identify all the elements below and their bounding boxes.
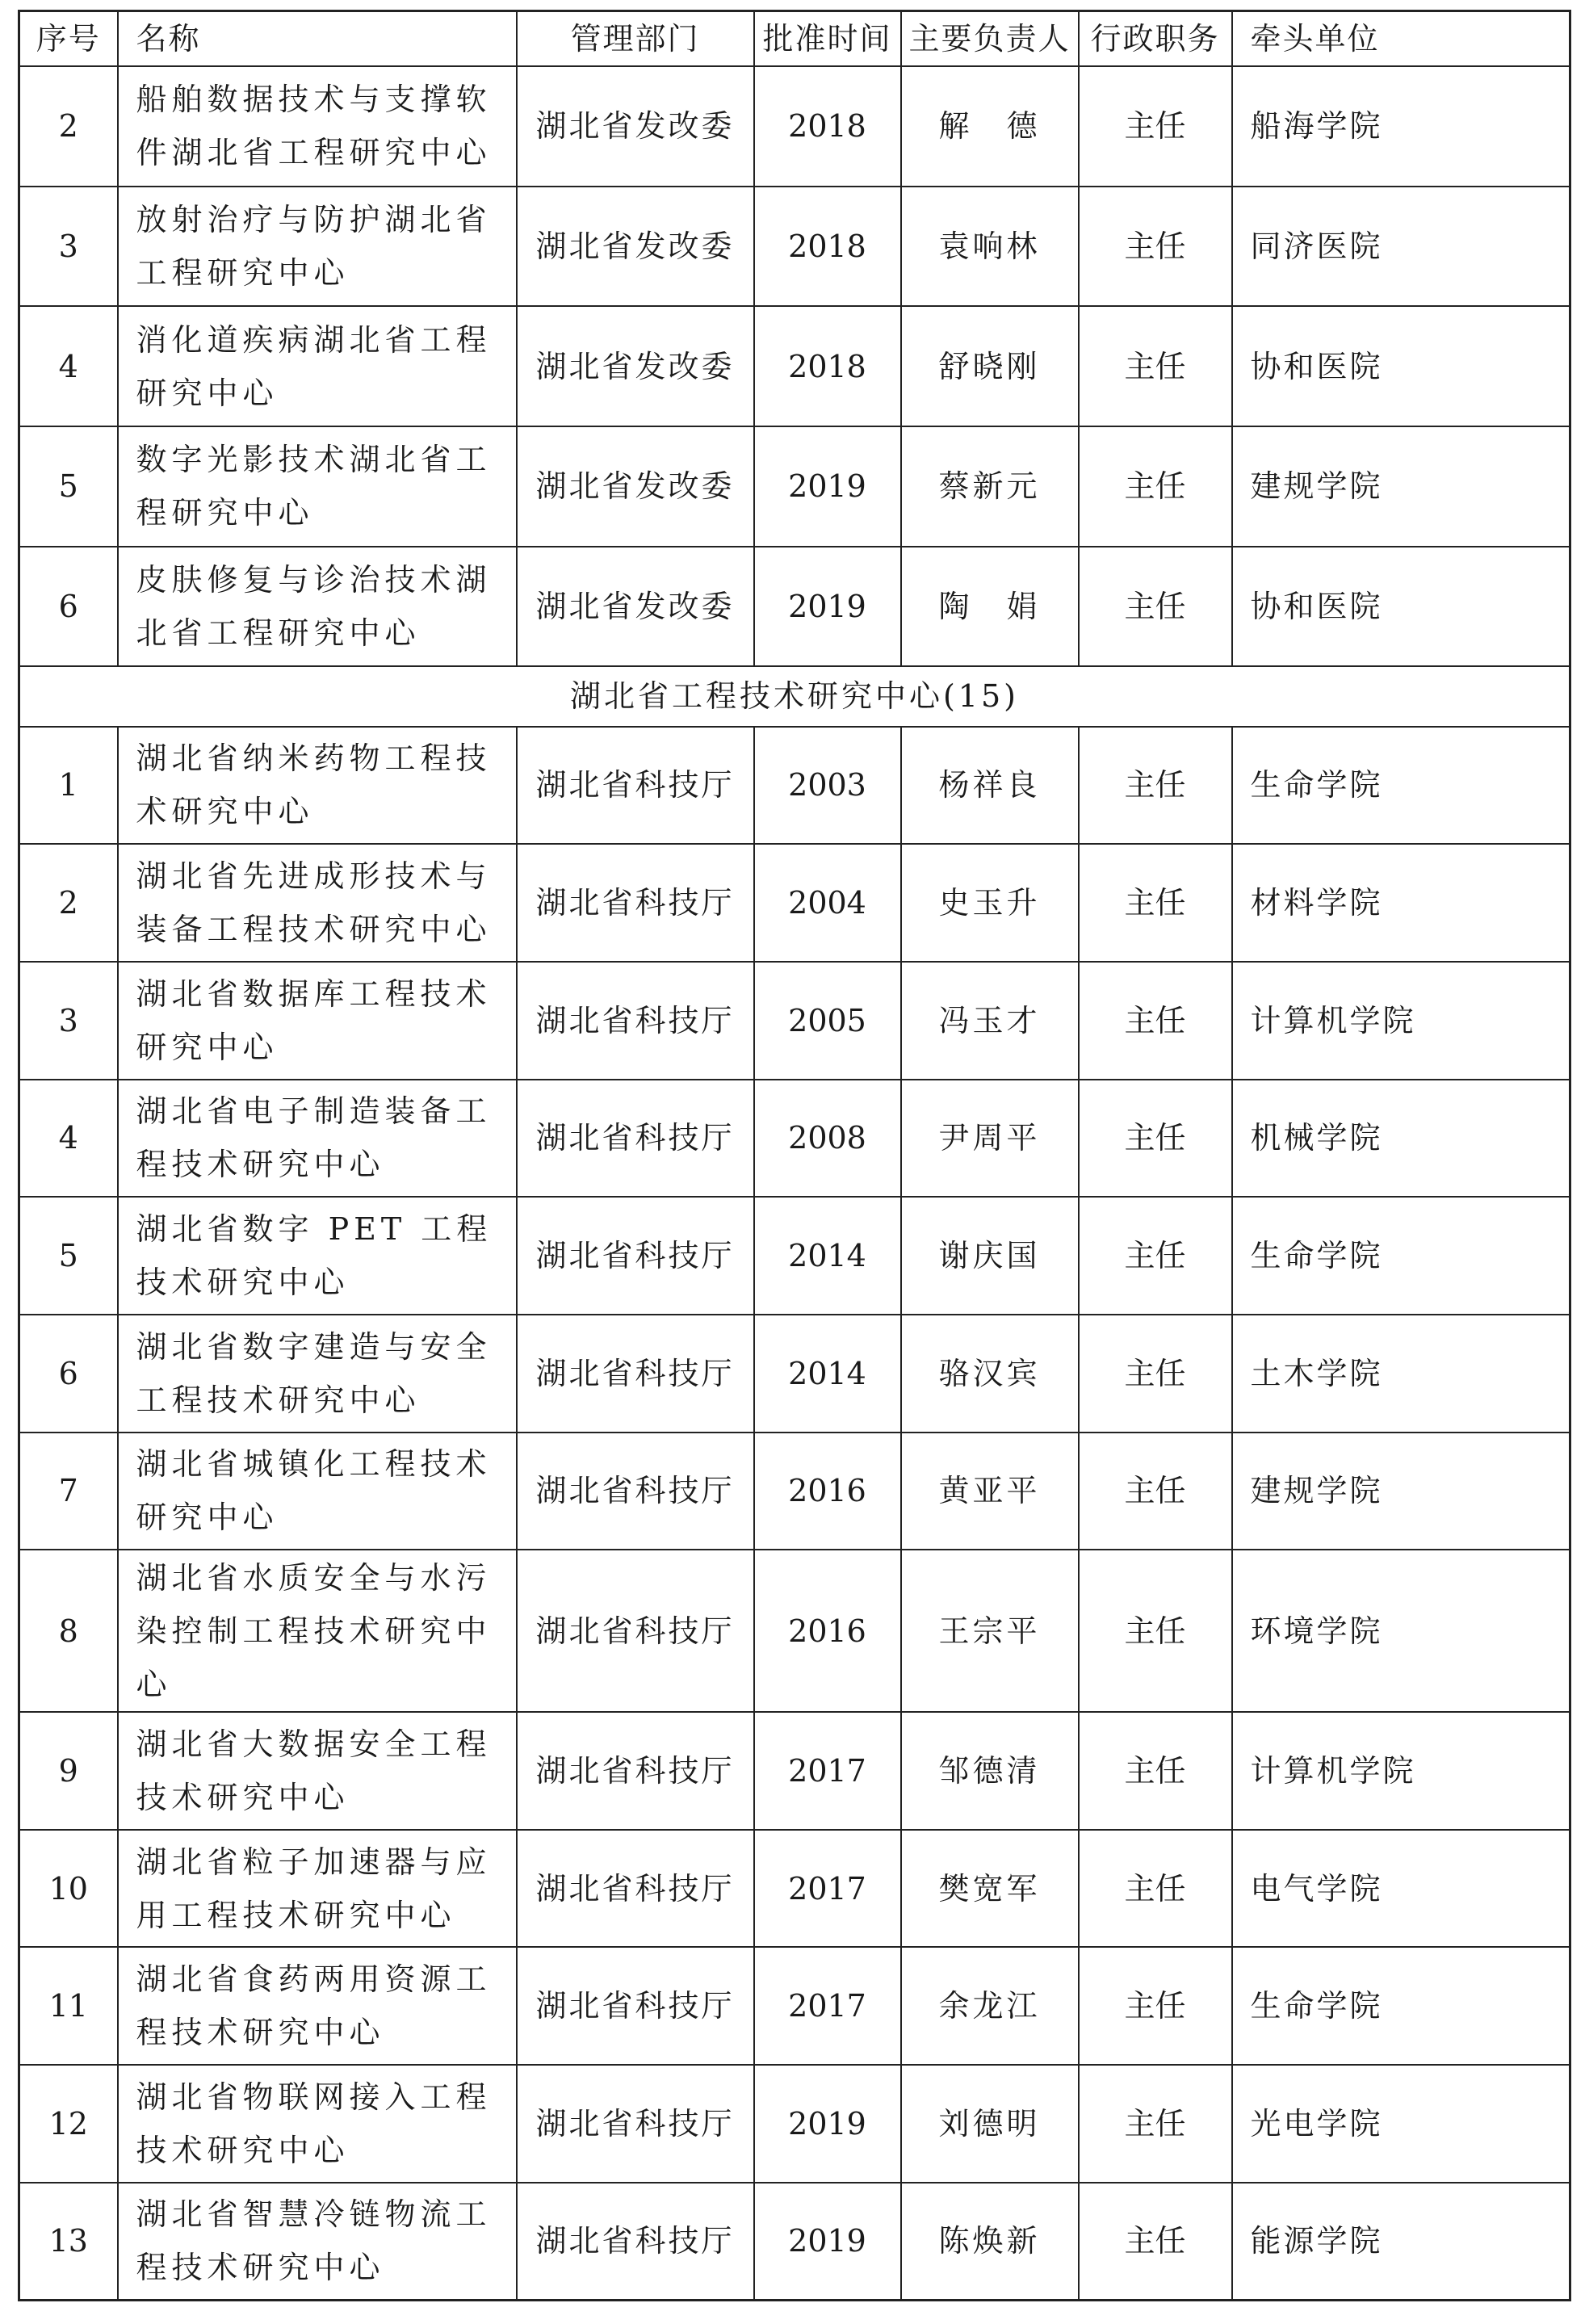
row-year: 2014 [754, 1315, 901, 1433]
row-year: 2008 [754, 1080, 901, 1198]
row-person: 骆汉宾 [901, 1315, 1079, 1433]
row-dept: 湖北省科技厅 [517, 1830, 754, 1948]
row-person: 冯玉才 [901, 962, 1079, 1080]
row-name: 湖北省先进成形技术与装备工程技术研究中心 [118, 844, 517, 962]
row-person: 杨祥良 [901, 727, 1079, 845]
row-title: 主任 [1079, 1550, 1232, 1712]
table-row [19, 1080, 1570, 1198]
row-name: 湖北省粒子加速器与应用工程技术研究中心 [118, 1830, 517, 1948]
row-name: 放射治疗与防护湖北省工程研究中心 [118, 187, 517, 307]
header-row [19, 11, 1570, 67]
row-person: 樊宽军 [901, 1830, 1079, 1948]
table-row [19, 1830, 1570, 1948]
row-year: 2019 [754, 2065, 901, 2183]
row-unit: 光电学院 [1232, 2065, 1570, 2183]
row-person: 王宗平 [901, 1550, 1079, 1712]
row-no: 3 [19, 962, 118, 1080]
table-row [19, 1315, 1570, 1433]
row-name: 湖北省大数据安全工程技术研究中心 [118, 1712, 517, 1830]
row-dept: 湖北省科技厅 [517, 1197, 754, 1315]
row-year: 2019 [754, 547, 901, 667]
row-person: 黄亚平 [901, 1433, 1079, 1550]
row-dept: 湖北省科技厅 [517, 2065, 754, 2183]
row-title: 主任 [1079, 1315, 1232, 1433]
row-no: 6 [19, 1315, 118, 1433]
row-dept: 湖北省科技厅 [517, 1550, 754, 1712]
row-no: 7 [19, 1433, 118, 1550]
row-unit: 计算机学院 [1232, 962, 1570, 1080]
table-row [19, 306, 1570, 426]
header-year: 批准时间 [754, 11, 901, 67]
row-year: 2004 [754, 844, 901, 962]
row-name: 湖北省纳米药物工程技术研究中心 [118, 727, 517, 845]
header-title: 行政职务 [1079, 11, 1232, 67]
row-title: 主任 [1079, 306, 1232, 426]
row-year: 2018 [754, 306, 901, 426]
group1-body [19, 66, 1570, 2301]
row-dept: 湖北省科技厅 [517, 2183, 754, 2301]
row-name: 湖北省水质安全与水污染控制工程技术研究中心 [118, 1550, 517, 1712]
row-title: 主任 [1079, 2183, 1232, 2301]
row-person: 谢庆国 [901, 1197, 1079, 1315]
row-no: 4 [19, 1080, 118, 1198]
table-row [19, 844, 1570, 962]
table-row [19, 1947, 1570, 2065]
table-row [19, 547, 1570, 667]
header-dept: 管理部门 [517, 11, 754, 67]
row-person: 尹周平 [901, 1080, 1079, 1198]
row-unit: 协和医院 [1232, 306, 1570, 426]
row-year: 2017 [754, 1947, 901, 2065]
centers-table [18, 10, 1571, 2301]
row-unit: 电气学院 [1232, 1830, 1570, 1948]
row-no: 2 [19, 66, 118, 187]
table-row [19, 2183, 1570, 2301]
row-year: 2018 [754, 187, 901, 307]
table-row [19, 2065, 1570, 2183]
row-unit: 环境学院 [1232, 1550, 1570, 1712]
row-unit: 机械学院 [1232, 1080, 1570, 1198]
row-dept: 湖北省发改委 [517, 547, 754, 667]
row-unit: 协和医院 [1232, 547, 1570, 667]
row-no: 5 [19, 426, 118, 547]
header-person: 主要负责人 [901, 11, 1079, 67]
row-dept: 湖北省发改委 [517, 66, 754, 187]
row-name: 湖北省城镇化工程技术研究中心 [118, 1433, 517, 1550]
row-dept: 湖北省科技厅 [517, 1433, 754, 1550]
row-title: 主任 [1079, 727, 1232, 845]
row-title: 主任 [1079, 962, 1232, 1080]
row-dept: 湖北省发改委 [517, 187, 754, 307]
row-person: 史玉升 [901, 844, 1079, 962]
row-person: 解 德 [901, 66, 1079, 187]
row-dept: 湖北省科技厅 [517, 1712, 754, 1830]
row-dept: 湖北省科技厅 [517, 844, 754, 962]
row-unit: 材料学院 [1232, 844, 1570, 962]
section-row [19, 666, 1570, 726]
row-unit: 同济医院 [1232, 187, 1570, 307]
table-row [19, 426, 1570, 547]
row-dept: 湖北省科技厅 [517, 1080, 754, 1198]
row-name: 湖北省物联网接入工程技术研究中心 [118, 2065, 517, 2183]
row-person: 陈焕新 [901, 2183, 1079, 2301]
row-dept: 湖北省科技厅 [517, 962, 754, 1080]
row-title: 主任 [1079, 1080, 1232, 1198]
row-dept: 湖北省科技厅 [517, 1315, 754, 1433]
row-person: 陶 娟 [901, 547, 1079, 667]
row-year: 2018 [754, 66, 901, 187]
row-unit: 土木学院 [1232, 1315, 1570, 1433]
row-year: 2016 [754, 1433, 901, 1550]
row-name: 湖北省数据库工程技术研究中心 [118, 962, 517, 1080]
row-unit: 建规学院 [1232, 1433, 1570, 1550]
row-unit: 计算机学院 [1232, 1712, 1570, 1830]
row-no: 3 [19, 187, 118, 307]
table-row [19, 1712, 1570, 1830]
row-dept: 湖北省发改委 [517, 426, 754, 547]
row-dept: 湖北省科技厅 [517, 1947, 754, 2065]
row-name: 湖北省电子制造装备工程技术研究中心 [118, 1080, 517, 1198]
row-title: 主任 [1079, 844, 1232, 962]
row-unit: 生命学院 [1232, 727, 1570, 845]
row-title: 主任 [1079, 1433, 1232, 1550]
row-person: 刘德明 [901, 2065, 1079, 2183]
row-unit: 生命学院 [1232, 1947, 1570, 2065]
row-unit: 船海学院 [1232, 66, 1570, 187]
row-unit: 生命学院 [1232, 1197, 1570, 1315]
row-name: 湖北省数字建造与安全工程技术研究中心 [118, 1315, 517, 1433]
row-no: 5 [19, 1197, 118, 1315]
row-no: 9 [19, 1712, 118, 1830]
row-name: 船舶数据技术与支撑软件湖北省工程研究中心 [118, 66, 517, 187]
row-title: 主任 [1079, 2065, 1232, 2183]
row-year: 2017 [754, 1830, 901, 1948]
row-title: 主任 [1079, 426, 1232, 547]
row-title: 主任 [1079, 66, 1232, 187]
row-name: 湖北省数字 PET 工程技术研究中心 [118, 1197, 517, 1315]
row-no: 12 [19, 2065, 118, 2183]
row-person: 舒晓刚 [901, 306, 1079, 426]
row-no: 2 [19, 844, 118, 962]
row-title: 主任 [1079, 1947, 1232, 2065]
row-unit: 能源学院 [1232, 2183, 1570, 2301]
row-no: 6 [19, 547, 118, 667]
row-no: 10 [19, 1830, 118, 1948]
section-title: 湖北省工程技术研究中心(15) [19, 666, 1570, 726]
row-dept: 湖北省发改委 [517, 306, 754, 426]
row-no: 11 [19, 1947, 118, 2065]
header-no: 序号 [19, 11, 118, 67]
row-title: 主任 [1079, 1712, 1232, 1830]
row-person: 袁响林 [901, 187, 1079, 307]
row-name: 皮肤修复与诊治技术湖北省工程研究中心 [118, 547, 517, 667]
row-year: 2019 [754, 2183, 901, 2301]
row-name: 消化道疾病湖北省工程研究中心 [118, 306, 517, 426]
row-year: 2003 [754, 727, 901, 845]
table-row [19, 1433, 1570, 1550]
table-row [19, 1197, 1570, 1315]
row-no: 4 [19, 306, 118, 426]
row-title: 主任 [1079, 547, 1232, 667]
row-year: 2005 [754, 962, 901, 1080]
header-unit: 牵头单位 [1232, 11, 1570, 67]
table-row [19, 187, 1570, 307]
table-row [19, 962, 1570, 1080]
row-year: 2016 [754, 1550, 901, 1712]
table-row [19, 66, 1570, 187]
row-no: 8 [19, 1550, 118, 1712]
row-year: 2014 [754, 1197, 901, 1315]
row-name: 湖北省智慧冷链物流工程技术研究中心 [118, 2183, 517, 2301]
row-no: 1 [19, 727, 118, 845]
row-person: 邹德清 [901, 1712, 1079, 1830]
header-name: 名称 [118, 11, 517, 67]
row-person: 蔡新元 [901, 426, 1079, 547]
row-no: 13 [19, 2183, 118, 2301]
row-name: 湖北省食药两用资源工程技术研究中心 [118, 1947, 517, 2065]
row-name: 数字光影技术湖北省工程研究中心 [118, 426, 517, 547]
row-title: 主任 [1079, 1197, 1232, 1315]
table-row [19, 1550, 1570, 1712]
row-year: 2019 [754, 426, 901, 547]
row-title: 主任 [1079, 1830, 1232, 1948]
row-dept: 湖北省科技厅 [517, 727, 754, 845]
row-person: 余龙江 [901, 1947, 1079, 2065]
table-row [19, 727, 1570, 845]
row-year: 2017 [754, 1712, 901, 1830]
row-unit: 建规学院 [1232, 426, 1570, 547]
row-title: 主任 [1079, 187, 1232, 307]
